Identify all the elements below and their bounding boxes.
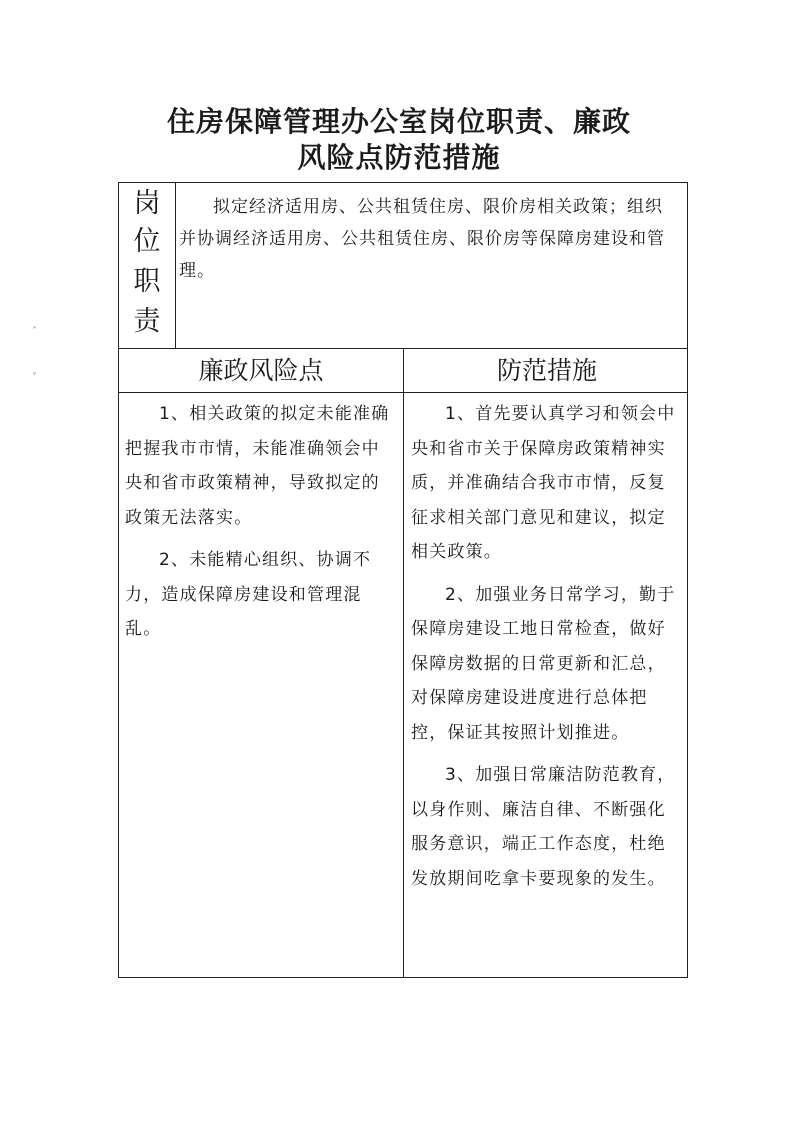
duty-label-char: 位 [133,226,161,257]
measures-cell [411,397,683,904]
duty-label-char: 职 [133,266,161,297]
table-divider [403,348,404,978]
risk-points-cell [125,397,397,655]
scan-speck: ˅ [32,372,37,383]
table-divider [175,183,176,348]
duty-label-cell [119,183,175,348]
duty-label-char: 岗 [133,188,161,219]
duty-label-char: 责 [133,306,161,337]
measure-item: 3、加强日常廉洁防范教育，以身作则、廉洁自律、不断强化服务意识，端正工作态度，杜绝发放期间吃拿卡要现象的发生。 [411,765,676,889]
responsibility-table [118,182,688,978]
measure-item: 2、加强业务日常学习，勤于保障房建设工地日常检查，做好保障房数据的日常更新和汇总，对保障房建设进度进行总体把控，保证其按照计划推进。 [411,584,676,743]
duty-description: 拟定经济适用房、公共租赁住房、限价房相关政策；组织并协调经济适用房、公共租赁住房、限价房等保障房建设和管理。 [179,197,665,281]
risk-column-header: 廉政风险点 [198,356,324,385]
risk-item: 1、相关政策的拟定未能准确把握我市市情，未能准确领会中央和省市政策精神，导致拟定的政策无法落实。 [125,404,390,528]
measure-column-header: 防范措施 [496,356,597,385]
document-title-line-2: 风险点防范措施 [297,141,501,174]
risk-item: 2、未能精心组织、协调不力，造成保障房建设和管理混乱。 [125,550,372,639]
document-title-line-1: 住房保障管理办公室岗位职责、廉政 [166,105,631,138]
duty-description-cell [179,191,679,287]
measure-item: 1、首先要认真学习和领会中央和省市关于保障房政策精神实质，并准确结合我市市情，反复征求相关部门意见和建议，拟定相关政策。 [411,404,676,562]
scan-speck: ˄ [32,326,37,337]
